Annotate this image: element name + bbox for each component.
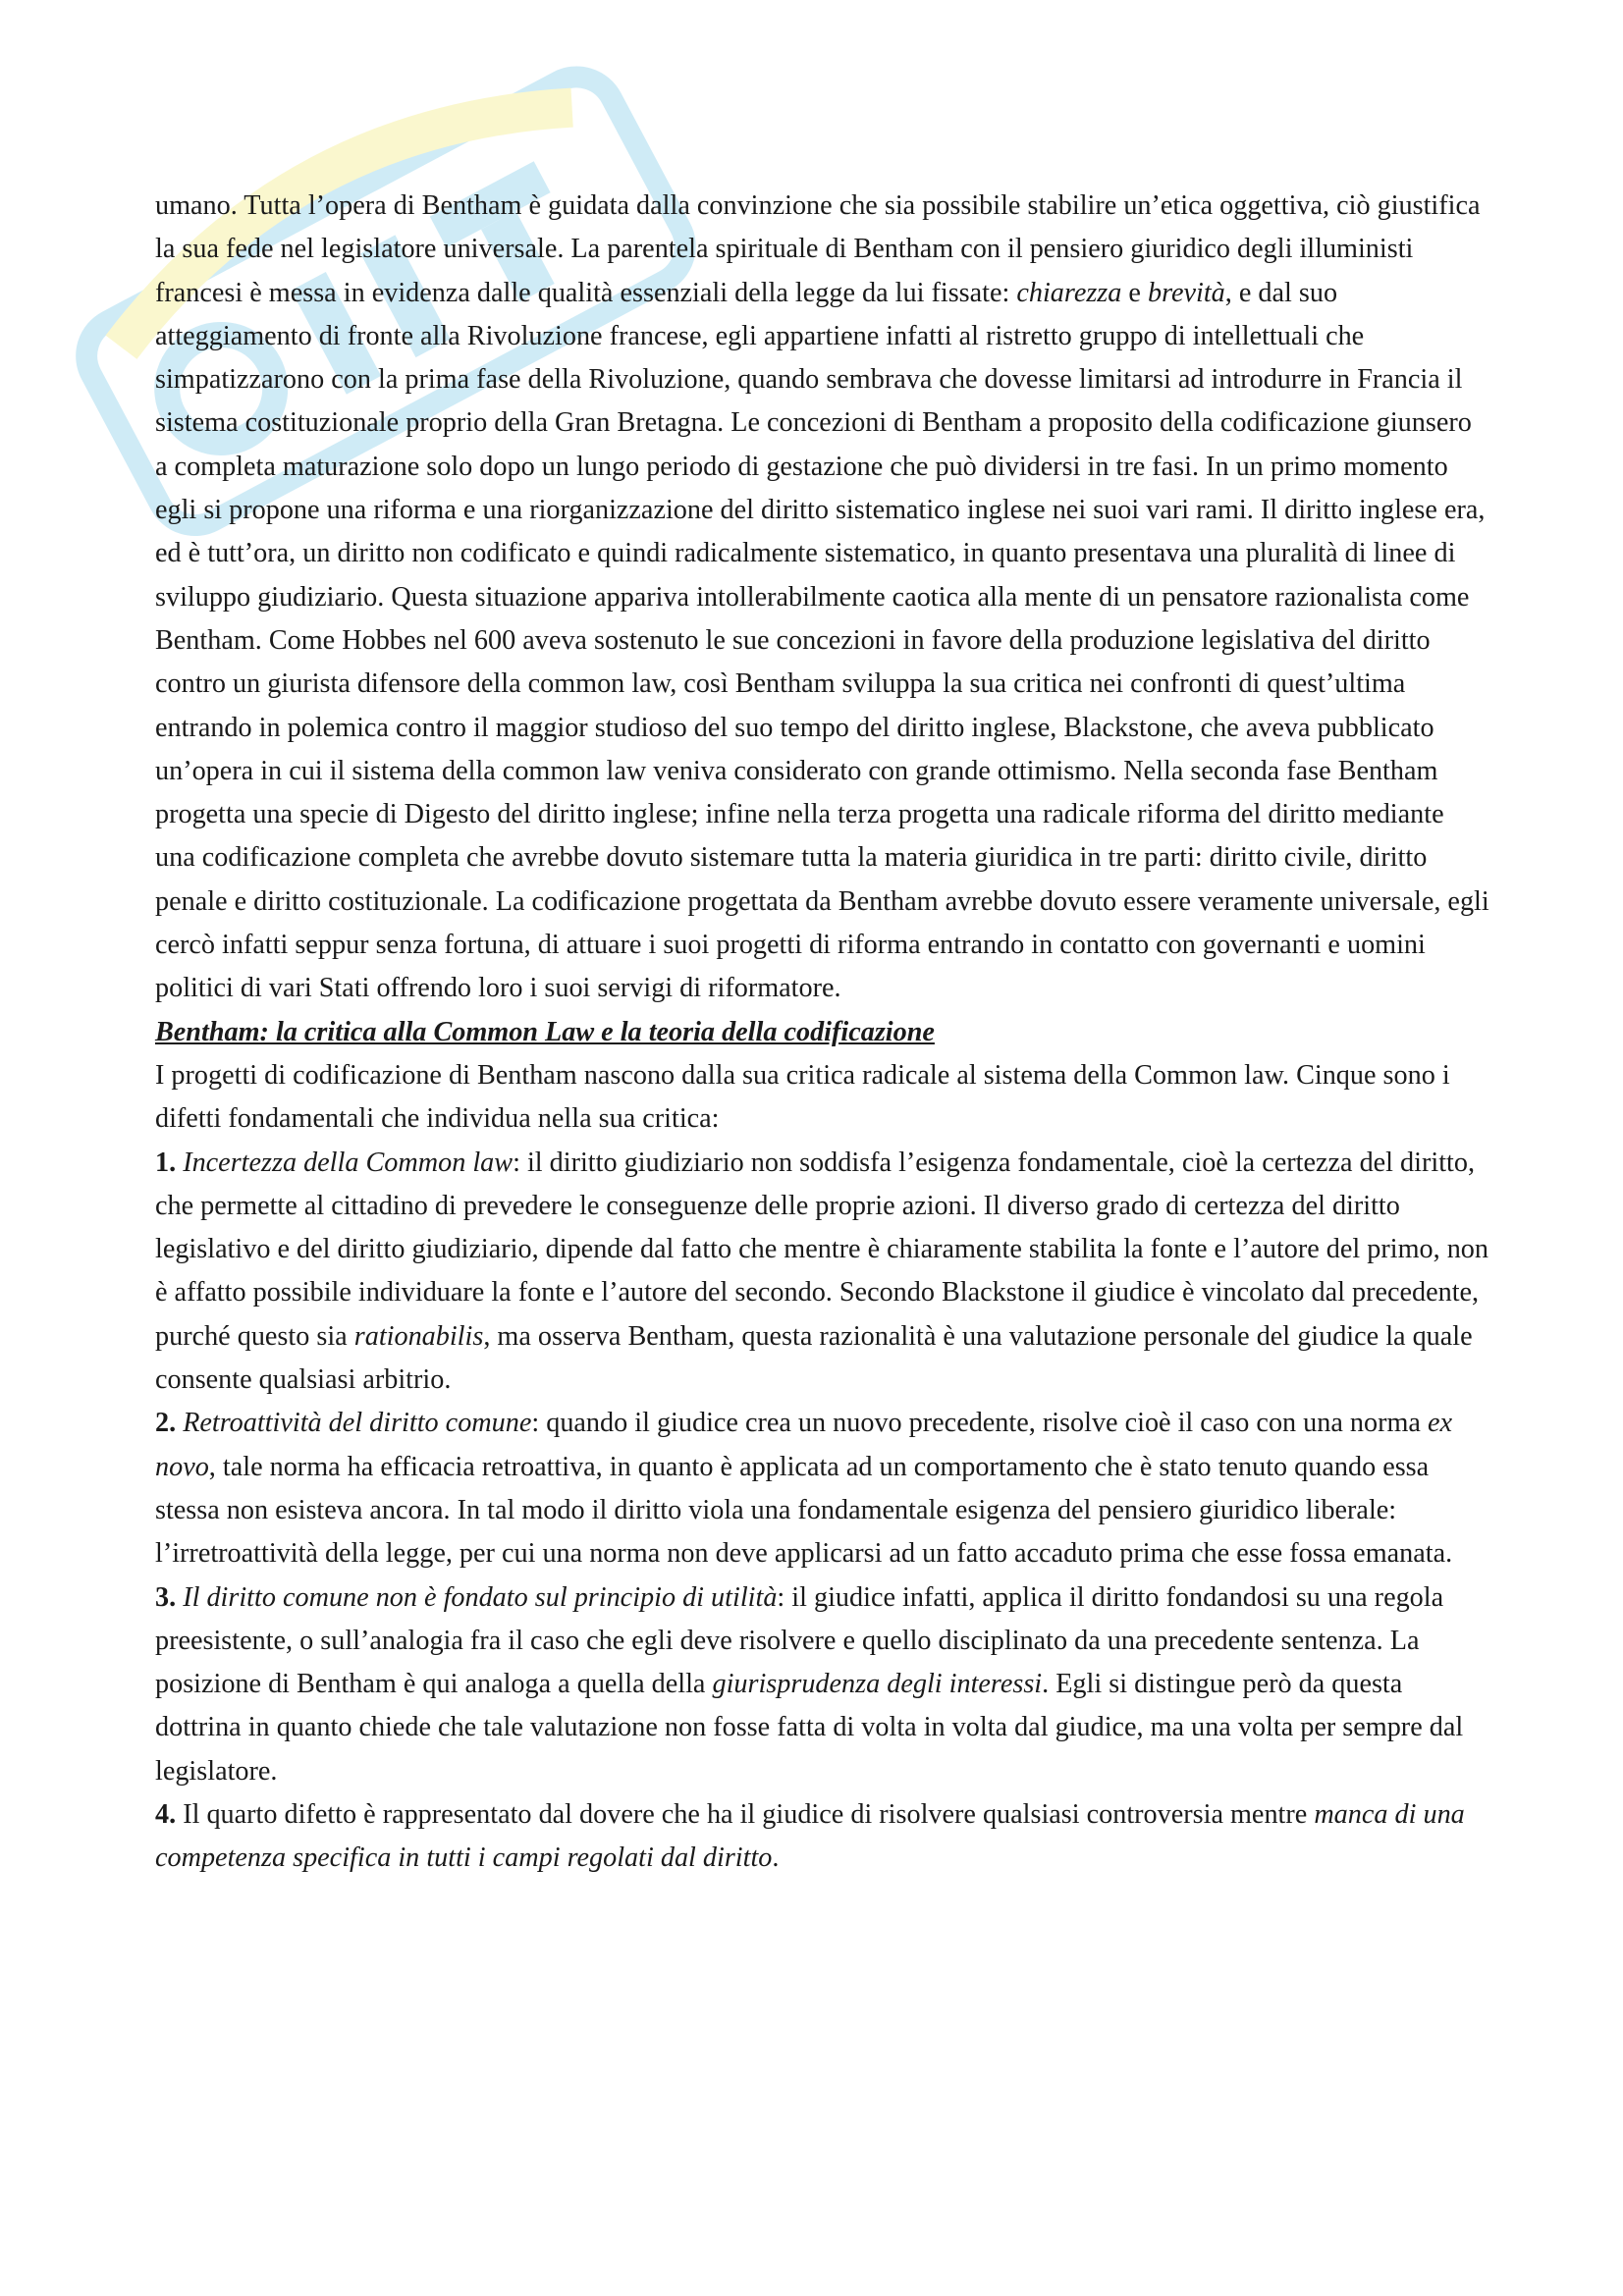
document-body bbox=[155, 185, 1490, 1881]
intro-paragraph: umano. Tutta l’opera di Bentham è guidata dalla convinzione che sia possibile stabilire un’etica oggettiva, ciò giustifica la sua fede nel legislatore universale. La parentela spirituale di Bentham con il pensiero giuridico degli illuministi francesi è messa in evidenza dalle qualità essenziali della legge da lui fissate: chiarezza e brevità, e dal suo atteggiamento di fronte alla Rivoluzione francese, egli appartiene infatti al ristretto gruppo di intellettuali che simpatizzarono con la prima fase della Rivoluzione, quando sembrava che dovesse limitarsi ad introdurre in Francia il sistema costituzionale proprio della Gran Bretagna. Le concezioni di Bentham a proposito della codificazione giunsero a completa maturazione solo dopo un lungo periodo di gestazione che può dividersi in tre fasi. In un primo momento egli si propone una riforma e una riorganizzazione del diritto sistematico inglese nei suoi vari rami. Il diritto inglese era, ed è tutt’ora, un diritto non codificato e quindi radicalmente sistematico, in quanto presentava una pluralità di linee di sviluppo giudiziario. Questa situazione appariva intollerabilmente caotica alla mente di un pensatore razionalista come Bentham. Come Hobbes nel 600 aveva sostenuto le sue concezioni in favore della produzione legislativa del diritto contro un giurista difensore della common law, così Bentham sviluppa la sua critica nei confronti di quest’ultima entrando in polemica contro il maggior studioso del suo tempo del diritto inglese, Blackstone, che aveva pubblicato un’opera in cui il sistema della common law veniva considerato con grande ottimismo. Nella seconda fase Bentham progetta una specie di Digesto del diritto inglese; infine nella terza progetta una radicale riforma del diritto mediante una codificazione completa che avrebbe dovuto sistemare tutta la materia giuridica in tre parti: diritto civile, diritto penale e diritto costituzionale. La codificazione progettata da Bentham avrebbe dovuto essere veramente universale, egli cercò infatti seppur senza fortuna, di attuare i suoi progetti di riforma entrando in contatto con governanti e uomini politici di vari Stati offrendo loro i suoi servigi di riformatore. bbox=[155, 190, 1489, 1004]
defect-item-4: 4. Il quarto difetto è rappresentato dal dovere che ha il giudice di risolvere qualsiasi controversia mentre manca di una competenza specifica in tutti i campi regolati dal diritto. bbox=[155, 1798, 1465, 1874]
defect-item-2: 2. Retroattività del diritto comune: quando il giudice crea un nuovo precedente, risolve cioè il caso con una norma ex novo, tale norma ha efficacia retroattiva, in quanto è applicata ad un comportamento che è stato tenuto quando essa stessa non esisteva ancora. In tal modo il diritto viola una fondamentale esigenza del pensiero giuridico liberale: l’irretroattività della legge, per cui una norma non deve applicarsi ad un fatto accaduto prima che esse fossa emanata. bbox=[155, 1408, 1453, 1570]
section-heading: Bentham: la critica alla Common Law e la teoria della codificazione bbox=[155, 1016, 935, 1047]
defect-item-3: 3. Il diritto comune non è fondato sul principio di utilità: il giudice infatti, applica il diritto fondandosi su una regola preesistente, o sull’analogia fra il caso che egli deve risolvere e quello disciplinato da una precedente sentenza. La posizione di Bentham è qui analoga a quella della giurisprudenza degli interessi. Egli si distingue però da questa dottrina in quanto chiede che tale valutazione non fosse fatta di volta in volta dal giudice, ma una volta per sempre dal legislatore. bbox=[155, 1581, 1464, 1787]
defect-item-1: 1. Incertezza della Common law: il diritto giudiziario non soddisfa l’esigenza fondamentale, cioè la certezza del diritto, che permette al cittadino di prevedere le conseguenze delle proprie azioni. Il diverso grado di certezza del diritto legislativo e del diritto giudiziario, dipende dal fatto che mentre è chiaramente stabilita la fonte e l’autore del primo, non è affatto possibile individuare la fonte e l’autore del secondo. Secondo Blackstone il giudice è vincolato dal precedente, purché questo sia rationabilis, ma osserva Bentham, questa razionalità è una valutazione personale del giudice la quale consente qualsiasi arbitrio. bbox=[155, 1147, 1488, 1396]
lead-paragraph: I progetti di codificazione di Bentham nascono dalla sua critica radicale al sistema della Common law. Cinque sono i difetti fondamentali che individua nella sua critica: bbox=[155, 1059, 1450, 1135]
